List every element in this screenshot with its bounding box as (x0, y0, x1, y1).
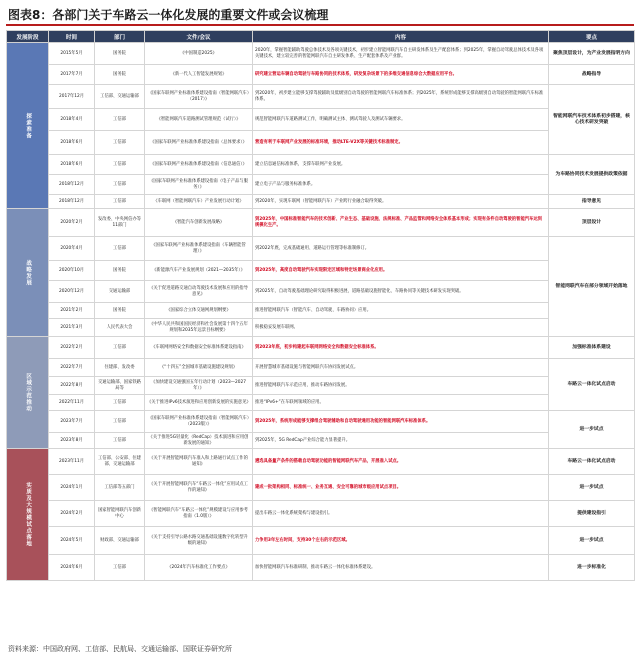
table-row (7, 377, 635, 395)
cell-time: 2020年12月 (49, 281, 95, 303)
cell-file: 《车联网网络安全和数据安全标准体系建设指南》 (145, 337, 253, 359)
cell-time: 2017年12月 (49, 85, 95, 109)
cell-dept: 工信部 (95, 155, 145, 175)
table-row (7, 337, 635, 359)
cell-content: 到2025年，5G RedCap产业综合能力显著提升。 (253, 433, 549, 449)
cell-key: 战略指导 (549, 65, 635, 85)
cell-content: 营造有利于车联网产业发展的标准环境，推动LTE-V2X等关键技术标准制定。 (253, 131, 549, 155)
table-row (7, 195, 635, 209)
table-row (7, 209, 635, 237)
cell-dept: 国务院 (95, 43, 145, 65)
cell-file: 《关于开展智能网联汽车“车路云一体化”应用试点工作的通知》 (145, 475, 253, 501)
cell-dept: 工信部等五部门 (95, 475, 145, 501)
stage-cell: 战略发展 (7, 209, 49, 337)
cell-dept: 工信部、交通运输部 (95, 85, 145, 109)
cell-content: 到2020年，实现车联网（智能网联汽车）产业跨行业融合取得突破。 (253, 195, 549, 209)
cell-content: 研究建立营运车辆自动驾驶与车路协同的技术体系，研发复杂场景下的多维交通信息综合大数据应用平台。 (253, 65, 549, 85)
cell-dept: 工信部 (95, 395, 145, 411)
title-rule (6, 24, 634, 26)
table-row (7, 359, 635, 377)
cell-dept: 发改委、中央网信办等11部门 (95, 209, 145, 237)
header-stage: 发展阶段 (7, 31, 49, 43)
cell-file: 《中华人民共和国国民经济和社会发展第十四个五年规划和2035年远景目标纲要》 (145, 319, 253, 337)
cell-content: 规范智能网联汽车道路测试工作，明确测试主体、测试驾驶人及测试车辆要求。 (253, 109, 549, 131)
cell-content: 推进智能网联汽车（智能汽车、自动驾驶、车路协同）应用。 (253, 303, 549, 319)
cell-content: 建立信息通信标准体系，支撑车联网产业发展。 (253, 155, 549, 175)
cell-key: 聚焦顶层设计，为产业发展指明方向 (549, 43, 635, 65)
cell-content: 到2025年，系统形成能够支撑组合驾驶辅助和自动驾驶通用功能的智能网联汽车标准体系。 (253, 411, 549, 433)
cell-key: 指导意见 (549, 195, 635, 209)
cell-time: 2018年12月 (49, 195, 95, 209)
cell-file: 《关于推进5G轻量化（RedCap）技术演进和应用创新发展的通知》 (145, 433, 253, 449)
cell-content: 遴选具备量产条件的搭载自动驾驶功能的智能网联汽车产品，开展准入试点。 (253, 449, 549, 475)
cell-content: 到2025年，中国标准智能汽车的技术创新、产业生态、基础设施、法规标准、产品监管和网络安全体系基本形成；实现有条件自动驾驶的智能汽车达到规模化生产。 (253, 209, 549, 237)
table-row (7, 237, 635, 261)
cell-file: 《新能源汽车产业发展规划（2021—2035年）》 (145, 261, 253, 281)
cell-file: 《国家车联网产业标准体系建设指南（车辆智能管理）》 (145, 237, 253, 261)
cell-dept: 国务院 (95, 65, 145, 85)
table-row (7, 411, 635, 433)
cell-time: 2022年11月 (49, 395, 95, 411)
cell-content: 加快智能网联汽车标准研制，推动车路云一体化标准体系建设。 (253, 555, 549, 581)
cell-dept: 财政部、交通运输部 (95, 527, 145, 555)
cell-time: 2021年3月 (49, 319, 95, 337)
cell-key: 进一步试点 (549, 527, 635, 555)
table-row (7, 281, 635, 303)
cell-file: 《关于推进IPv6技术演进和应用创新发展的实施意见》 (145, 395, 253, 411)
cell-key: 智能网联汽车技术体系初步搭建，核心技术研发突破 (549, 85, 635, 155)
cell-file: 《关于支持引导公路水路交通基础设施数字化转型升级的通知》 (145, 527, 253, 555)
cell-file: 《车联网（智能网联汽车）产业发展行动计划》 (145, 195, 253, 209)
cell-time: 2023年7月 (49, 411, 95, 433)
cell-time: 2018年12月 (49, 175, 95, 195)
cell-content: 积极稳妥发展车联网。 (253, 319, 549, 337)
cell-file: 《2024年汽车标准化工作要点》 (145, 555, 253, 581)
cell-time: 2018年4月 (49, 109, 95, 131)
cell-file: 《中国制造2025》 (145, 43, 253, 65)
cell-file: 《国家综合立体交通网规划纲要》 (145, 303, 253, 319)
cell-file: 《国家车联网产业标准体系建设指南（智能网联汽车）（2023版）》 (145, 411, 253, 433)
header-file: 文件/会议 (145, 31, 253, 43)
cell-file: 《国家车联网产业标准体系建设指南（信息通信）》 (145, 155, 253, 175)
cell-time: 2022年2月 (49, 337, 95, 359)
table-row (7, 319, 635, 337)
table-row (7, 131, 635, 155)
cell-key: 智能网联汽车在部分领域开始落地 (549, 237, 635, 337)
cell-dept: 交通运输部 (95, 281, 145, 303)
figure-title: 图表8：各部门关于车路云一体化发展的重要文件或会议梳理 (8, 8, 329, 22)
cell-dept: 工信部 (95, 131, 145, 155)
cell-time: 2018年6月 (49, 131, 95, 155)
cell-key: 进一步标准化 (549, 555, 635, 581)
cell-file: 《智能网联汽车“车路云一体化”规模建设与应用参考指南（1.0版）》 (145, 501, 253, 527)
cell-key: 加强标准体系建设 (549, 337, 635, 359)
cell-file: 《国家车联网产业标准体系建设指南（总体要求）》 (145, 131, 253, 155)
cell-key: 为车路协同技术发展提供政策依据 (549, 155, 635, 195)
cell-time: 2020年2月 (49, 209, 95, 237)
cell-time: 2017年7月 (49, 65, 95, 85)
cell-dept: 工信部 (95, 175, 145, 195)
table-row (7, 475, 635, 501)
cell-file: 《新一代人工智能发展规划》 (145, 65, 253, 85)
table-row (7, 527, 635, 555)
cell-content: 力争用3年左右时间，支持30个左右的示范区域。 (253, 527, 549, 555)
cell-key: 提供建设指引 (549, 501, 635, 527)
cell-key: 车路云一体化试点启动 (549, 449, 635, 475)
cell-time: 2020年4月 (49, 237, 95, 261)
cell-dept: 工信部 (95, 337, 145, 359)
table-row (7, 43, 635, 65)
cell-dept: 住建部、发改委 (95, 359, 145, 377)
cell-time: 2021年2月 (49, 303, 95, 319)
header-dept: 部门 (95, 31, 145, 43)
cell-file: 《“十四五”全国城市基础设施建设规划》 (145, 359, 253, 377)
cell-content: 开展智慧城市基础设施与智能网联汽车协同发展试点。 (253, 359, 549, 377)
cell-file: 《国家车联网产业标准体系建设指南（电子产品与服务）》 (145, 175, 253, 195)
cell-content: 建成一批架构相同、标准统一、业务互通、安全可靠的城市级应用试点项目。 (253, 475, 549, 501)
cell-time: 2018年6月 (49, 155, 95, 175)
cell-time: 2020年10月 (49, 261, 95, 281)
cell-time: 2024年1月 (49, 475, 95, 501)
source-note: 资料来源：中国政府网、工信部、民航局、交通运输部、国联证券研究所 (8, 645, 232, 653)
cell-content: 到2020年，初步建立能够支撑驾驶辅助及低级别自动驾驶的智能网联汽车标准体系；到2025年，系统形成能够支撑高级别自动驾驶的智能网联汽车标准体系。 (253, 85, 549, 109)
cell-content: 推进“IPv6+”在车联网领域的应用。 (253, 395, 549, 411)
cell-file: 《关于促进道路交通自动驾驶技术发展和应用的指导意见》 (145, 281, 253, 303)
cell-content: 到2023年底，初步构建起车联网网络安全和数据安全标准体系。 (253, 337, 549, 359)
table-row (7, 395, 635, 411)
cell-key: 进一步试点 (549, 475, 635, 501)
cell-content: 到2022年底，完成基础通用、道路运行管理等标准制修订。 (253, 237, 549, 261)
table-row (7, 85, 635, 109)
stage-cell: 区域示范推动 (7, 337, 49, 449)
cell-time: 2023年8月 (49, 433, 95, 449)
stage-cell: 实质及大规模试点落地 (7, 449, 49, 581)
table-row (7, 433, 635, 449)
cell-dept: 工信部 (95, 195, 145, 209)
cell-file: 《智能网联汽车道路测试管理规范（试行）》 (145, 109, 253, 131)
cell-dept: 工信部 (95, 433, 145, 449)
table-row (7, 155, 635, 175)
cell-dept: 国家智能网联汽车创新中心 (95, 501, 145, 527)
cell-key: 进一步试点 (549, 411, 635, 449)
cell-dept: 人民代表大会 (95, 319, 145, 337)
cell-content: 推进智能网联汽车示范应用，推动车路协同发展。 (253, 377, 549, 395)
cell-content: 提出车路云一体化系统架构与建设指引。 (253, 501, 549, 527)
cell-key: 顶层设计 (549, 209, 635, 237)
cell-dept: 国务院 (95, 303, 145, 319)
header-time: 时间 (49, 31, 95, 43)
table-row (7, 65, 635, 85)
cell-dept: 工信部 (95, 109, 145, 131)
header-key: 要点 (549, 31, 635, 43)
table-row (7, 303, 635, 319)
cell-time: 2022年7月 (49, 359, 95, 377)
table-row (7, 175, 635, 195)
table-row (7, 261, 635, 281)
cell-dept: 工信部 (95, 237, 145, 261)
cell-content: 2020年，掌握智能辅助驾驶总体技术及各项关键技术，初步建立智能网联汽车自主研发体系及生产配套体系；到2025年，掌握自动驾驶总体技术及各项关键技术，建立较完善的智能网联汽车自主研发体系、生产配套体系及产业群。 (253, 43, 549, 65)
table-row (7, 555, 635, 581)
cell-time: 2015年5月 (49, 43, 95, 65)
cell-dept: 工信部、公安部、住建部、交通运输部 (95, 449, 145, 475)
cell-content: 到2025年，自动驾驶基础理论研究取得积极进展，道路基础设施智能化、车路协同等关键技术研发实现突破。 (253, 281, 549, 303)
stage-cell: 探索准备 (7, 43, 49, 209)
cell-time: 2024年2月 (49, 501, 95, 527)
table-header-row (7, 31, 635, 43)
cell-time: 2024年6月 (49, 555, 95, 581)
cell-time: 2024年5月 (49, 527, 95, 555)
cell-dept: 国务院 (95, 261, 145, 281)
cell-key: 车路云一体化试点启动 (549, 359, 635, 411)
cell-time: 2022年8月 (49, 377, 95, 395)
cell-dept: 工信部 (95, 411, 145, 433)
cell-dept: 工信部 (95, 555, 145, 581)
table-row (7, 449, 635, 475)
cell-file: 《关于开展智能网联汽车准入和上路通行试点工作的通知》 (145, 449, 253, 475)
table-row (7, 501, 635, 527)
header-content: 内容 (253, 31, 549, 43)
cell-content: 到2025年，高度自动驾驶汽车实现限定区域和特定场景商业化应用。 (253, 261, 549, 281)
cell-dept: 交通运输部、国家铁路局等 (95, 377, 145, 395)
cell-content: 建立电子产品与服务标准体系。 (253, 175, 549, 195)
cell-file: 《国家车联网产业标准体系建设指南（智能网联汽车）（2017）》 (145, 85, 253, 109)
cell-time: 2023年11月 (49, 449, 95, 475)
cell-file: 《智能汽车创新发展战略》 (145, 209, 253, 237)
policy-table (6, 30, 635, 581)
table-row (7, 109, 635, 131)
cell-file: 《加快建设交通强国五年行动计划（2023—2027年）》 (145, 377, 253, 395)
